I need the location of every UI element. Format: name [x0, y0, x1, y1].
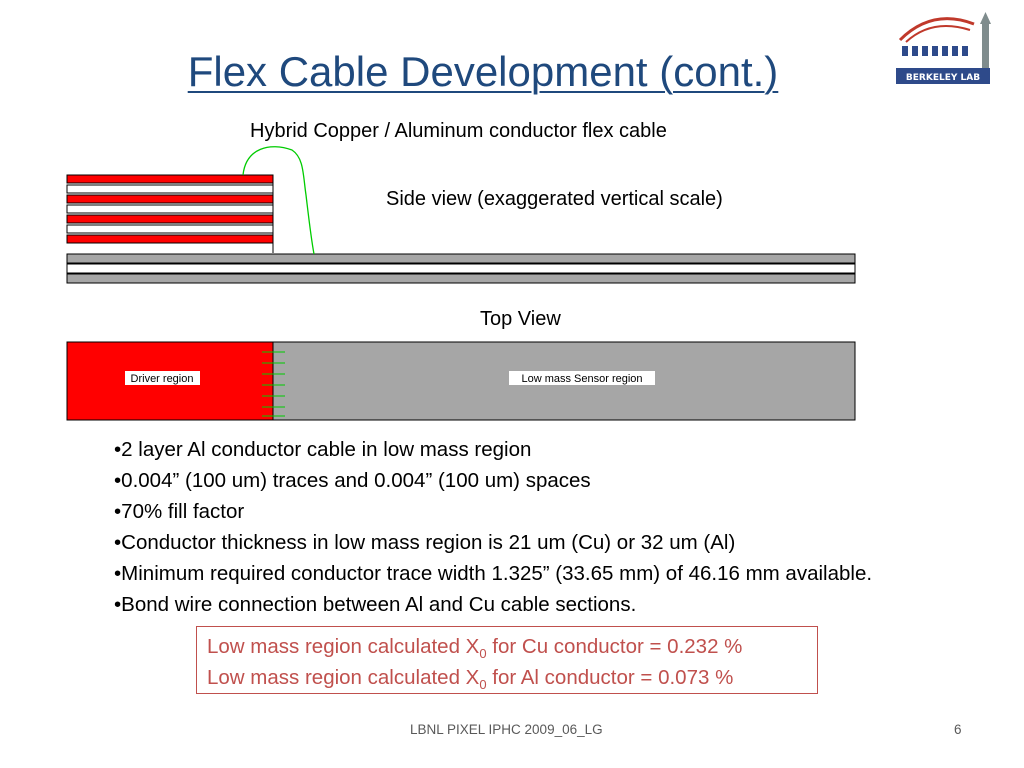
page-number: 6	[954, 722, 962, 737]
bullet-item: •Minimum required conductor trace width 1.325” (33.65 mm) of 46.16 mm available.	[114, 562, 873, 585]
bullet-item: •2 layer Al conductor cable in low mass region	[114, 438, 532, 461]
top-view-label: Top View	[480, 308, 561, 330]
aluminum-layer-stack	[67, 254, 855, 283]
footer-text: LBNL PIXEL IPHC 2009_06_LG	[410, 722, 603, 737]
al-result: Low mass region calculated $X_0$ for Al conductor = 0.073 %	[207, 666, 734, 693]
logo-text: BERKELEY LAB	[905, 73, 981, 83]
diagram-heading: Hybrid Copper / Aluminum conductor flex cable	[250, 120, 667, 142]
cu-result: Low mass region calculated $X_0$ for Cu conductor = 0.232 %	[207, 635, 743, 662]
bullet-list	[114, 434, 872, 620]
bullet-item: •70% fill factor	[114, 500, 245, 523]
bullet-item: •Conductor thickness in low mass region is 21 um (Cu) or 32 um (Al)	[114, 531, 736, 554]
radiation-length-results	[196, 626, 818, 694]
bullet-item: •0.004” (100 um) traces and 0.004” (100 um) spaces	[114, 469, 591, 492]
copper-layer-stack	[67, 175, 273, 253]
slide-title: Flex Cable Development (cont.)	[187, 48, 779, 95]
driver-region-label: Driver region	[130, 373, 194, 385]
side-view-label: Side view (exaggerated vertical scale)	[386, 188, 723, 210]
bullet-item: •Bond wire connection between Al and Cu cable sections.	[114, 593, 637, 616]
sensor-region-label: Low mass Sensor region	[521, 373, 643, 385]
